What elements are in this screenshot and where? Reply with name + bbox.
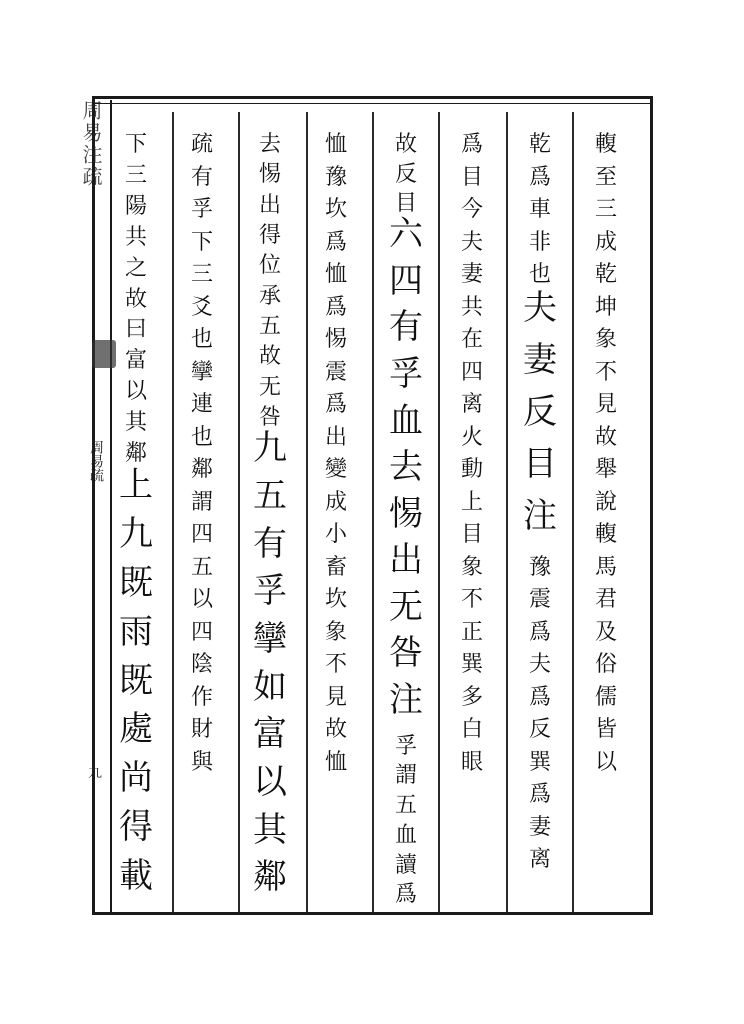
- commentary-char: 四: [460, 359, 483, 385]
- main-text-char: 无: [389, 586, 423, 627]
- commentary-char: 血: [394, 822, 417, 848]
- commentary-char: 故: [594, 424, 617, 450]
- commentary-char: 財: [190, 717, 213, 742]
- commentary-char: 爲: [460, 132, 483, 157]
- text-column: [578, 128, 634, 908]
- commentary-char: 謂: [190, 489, 213, 515]
- commentary-char: 妻: [460, 262, 483, 287]
- commentary-char: 故: [124, 286, 147, 312]
- main-text-char: 處: [119, 709, 153, 750]
- commentary-char: 爲: [324, 229, 347, 255]
- commentary-char: 也: [190, 424, 213, 450]
- commentary-char: 變: [324, 457, 347, 482]
- commentary-char: 作: [190, 684, 213, 710]
- commentary-char: 爲: [528, 684, 551, 710]
- commentary-char: 鄰: [190, 457, 213, 482]
- commentary-char: 爲: [324, 294, 347, 320]
- commentary-char: 巽: [460, 652, 483, 677]
- commentary-char: 讀: [394, 852, 417, 878]
- column-rule: [372, 112, 374, 912]
- main-text-char: 富: [253, 714, 287, 755]
- text-column: [308, 128, 364, 908]
- main-text-char: 上: [119, 464, 153, 505]
- commentary-char: 三: [190, 262, 213, 287]
- commentary-char: 反: [394, 161, 417, 187]
- commentary-char: 目: [460, 522, 483, 547]
- commentary-char: 坎: [324, 587, 347, 612]
- main-text-char: 攣: [253, 618, 287, 659]
- main-text-char: 以: [253, 761, 287, 802]
- commentary-char: 見: [594, 392, 617, 417]
- text-column: [512, 128, 568, 908]
- commentary-char: 五: [394, 793, 417, 819]
- commentary-char: 下: [190, 229, 213, 255]
- commentary-char: 陰: [190, 652, 213, 677]
- commentary-char: 爲: [324, 392, 347, 417]
- commentary-char: 巽: [528, 749, 551, 775]
- commentary-char: 夫: [460, 229, 483, 255]
- commentary-char: 儒: [594, 684, 617, 710]
- commentary-char: 謂: [394, 763, 417, 789]
- commentary-char: 火: [460, 424, 483, 450]
- commentary-char: 畜: [324, 554, 347, 580]
- commentary-char: 以: [190, 587, 213, 612]
- commentary-char: 夫: [528, 652, 551, 677]
- commentary-char: 及: [594, 619, 617, 645]
- commentary-char: 震: [528, 587, 551, 612]
- frame-top-border: [92, 96, 652, 99]
- frame-right-border: [650, 96, 653, 915]
- commentary-char: 孚: [394, 733, 417, 759]
- commentary-char: 白: [460, 717, 483, 742]
- margin-title: 周易注疏: [79, 100, 103, 188]
- commentary-char: 孚: [190, 197, 213, 222]
- commentary-char: 咎: [258, 404, 281, 430]
- commentary-char: 說: [594, 489, 617, 515]
- commentary-char: 妻: [528, 814, 551, 840]
- commentary-char: 也: [528, 262, 551, 287]
- commentary-char: 五: [190, 554, 213, 580]
- commentary-char: 曰: [124, 317, 147, 343]
- commentary-char: 輹: [594, 132, 617, 157]
- commentary-char: 車: [528, 197, 551, 222]
- commentary-char: 故: [324, 717, 347, 742]
- commentary-char: 三: [124, 162, 147, 188]
- commentary-char: 去: [258, 132, 281, 157]
- commentary-char: 下: [124, 132, 147, 157]
- commentary-char: 目: [394, 191, 417, 217]
- main-text-char: 既: [119, 660, 153, 701]
- commentary-char: 成: [324, 489, 347, 515]
- commentary-char: 俗: [594, 652, 617, 677]
- commentary-char: 至: [594, 164, 617, 190]
- main-text-char: 如: [253, 666, 287, 707]
- main-text-char: 惕: [389, 493, 423, 534]
- commentary-char: 坤: [594, 294, 617, 320]
- commentary-char: 故: [258, 344, 281, 370]
- commentary-char: 上: [460, 489, 483, 515]
- commentary-char: 之: [124, 255, 147, 281]
- main-text-char: 既: [119, 562, 153, 603]
- commentary-char: 豫: [324, 164, 347, 190]
- main-text-char: 載: [119, 856, 153, 897]
- main-text-char: 得: [119, 807, 153, 848]
- commentary-char: 非: [528, 229, 551, 255]
- text-column: [242, 128, 298, 908]
- text-column: [174, 128, 230, 908]
- commentary-char: 正: [460, 619, 483, 645]
- commentary-char: 反: [528, 717, 551, 742]
- commentary-char: 攣: [190, 359, 213, 385]
- commentary-char: 舉: [594, 457, 617, 482]
- commentary-char: 象: [324, 619, 347, 645]
- column-rule: [506, 112, 508, 912]
- commentary-char: 恤: [324, 262, 347, 287]
- column-rule: [572, 112, 574, 912]
- page-number: 九: [88, 765, 102, 781]
- commentary-char: 君: [594, 587, 617, 612]
- commentary-char: 不: [460, 587, 483, 612]
- commentary-char: 眼: [460, 749, 483, 775]
- main-text-char: 反: [523, 391, 557, 432]
- commentary-char: 其: [124, 410, 147, 436]
- main-text-char: 注: [389, 679, 423, 720]
- commentary-char: 离: [528, 847, 551, 872]
- commentary-char: 皆: [594, 717, 617, 742]
- commentary-char: 與: [190, 749, 213, 775]
- commentary-char: 五: [258, 313, 281, 339]
- commentary-char: 乾: [594, 262, 617, 287]
- commentary-char: 陽: [124, 193, 147, 219]
- commentary-char: 震: [324, 359, 347, 385]
- commentary-char: 得: [258, 222, 281, 248]
- main-text-char: 四: [389, 260, 423, 301]
- commentary-char: 共: [124, 224, 147, 250]
- commentary-char: 目: [460, 164, 483, 190]
- commentary-char: 四: [190, 619, 213, 645]
- commentary-char: 多: [460, 684, 483, 710]
- text-column: [378, 128, 434, 908]
- commentary-char: 惕: [324, 327, 347, 352]
- main-text-char: 有: [253, 523, 287, 564]
- commentary-char: 承: [258, 283, 281, 309]
- commentary-char: 不: [324, 652, 347, 677]
- margin-label: 周易疏: [88, 440, 104, 482]
- commentary-char: 見: [324, 684, 347, 710]
- commentary-char: 以: [594, 749, 617, 775]
- commentary-char: 輹: [594, 522, 617, 547]
- commentary-char: 連: [190, 392, 213, 417]
- commentary-char: 四: [190, 522, 213, 547]
- commentary-char: 恤: [324, 132, 347, 157]
- main-text-char: 夫: [523, 287, 557, 328]
- frame-top-inner: [92, 103, 652, 104]
- commentary-char: 在: [460, 327, 483, 352]
- commentary-char: 動: [460, 457, 483, 482]
- commentary-char: 离: [460, 392, 483, 417]
- main-text-char: 九: [119, 513, 153, 554]
- main-text-char: 妻: [523, 339, 557, 380]
- main-text-char: 雨: [119, 611, 153, 652]
- commentary-char: 爲: [528, 164, 551, 190]
- commentary-char: 三: [594, 197, 617, 222]
- main-text-char: 有: [389, 307, 423, 348]
- commentary-char: 出: [324, 424, 347, 450]
- main-text-char: 咎: [389, 633, 423, 674]
- main-text-char: 鄰: [253, 857, 287, 898]
- commentary-char: 恤: [324, 749, 347, 775]
- main-text-char: 其: [253, 809, 287, 850]
- main-text-char: 注: [523, 495, 557, 536]
- commentary-char: 乾: [528, 132, 551, 157]
- commentary-char: 成: [594, 229, 617, 255]
- text-column: [108, 128, 164, 908]
- commentary-char: 也: [190, 327, 213, 352]
- column-rule: [238, 112, 240, 912]
- commentary-char: 豫: [528, 554, 551, 580]
- main-text-char: 孚: [389, 353, 423, 394]
- commentary-char: 惕: [258, 162, 281, 188]
- commentary-char: 象: [460, 554, 483, 580]
- commentary-char: 故: [394, 132, 417, 157]
- commentary-char: 无: [258, 374, 281, 400]
- commentary-char: 爻: [190, 294, 213, 320]
- commentary-char: 出: [258, 192, 281, 218]
- text-column: [444, 128, 500, 908]
- commentary-char: 小: [324, 522, 347, 547]
- commentary-char: 共: [460, 294, 483, 320]
- main-text-char: 血: [389, 400, 423, 441]
- commentary-char: 馬: [594, 554, 617, 580]
- commentary-char: 鄰: [124, 441, 147, 467]
- main-text-char: 尚: [119, 758, 153, 799]
- main-text-char: 目: [523, 443, 557, 484]
- main-text-char: 去: [389, 447, 423, 488]
- commentary-char: 象: [594, 327, 617, 352]
- main-text-char: 出: [389, 540, 423, 581]
- commentary-char: 位: [258, 253, 281, 279]
- frame-bottom-border: [92, 912, 652, 915]
- commentary-char: 不: [594, 359, 617, 385]
- commentary-char: 爲: [528, 619, 551, 645]
- commentary-char: 有: [190, 164, 213, 190]
- commentary-char: 爲: [394, 882, 417, 908]
- commentary-char: 以: [124, 379, 147, 405]
- main-text-char: 九: [253, 428, 287, 469]
- commentary-char: 爲: [528, 782, 551, 807]
- column-rule: [438, 112, 440, 912]
- commentary-char: 坎: [324, 197, 347, 222]
- main-text-char: 六: [389, 214, 423, 255]
- commentary-char: 富: [124, 348, 147, 374]
- main-text-char: 孚: [253, 571, 287, 612]
- commentary-char: 今: [460, 197, 483, 222]
- main-text-char: 五: [253, 475, 287, 516]
- commentary-char: 疏: [190, 132, 213, 157]
